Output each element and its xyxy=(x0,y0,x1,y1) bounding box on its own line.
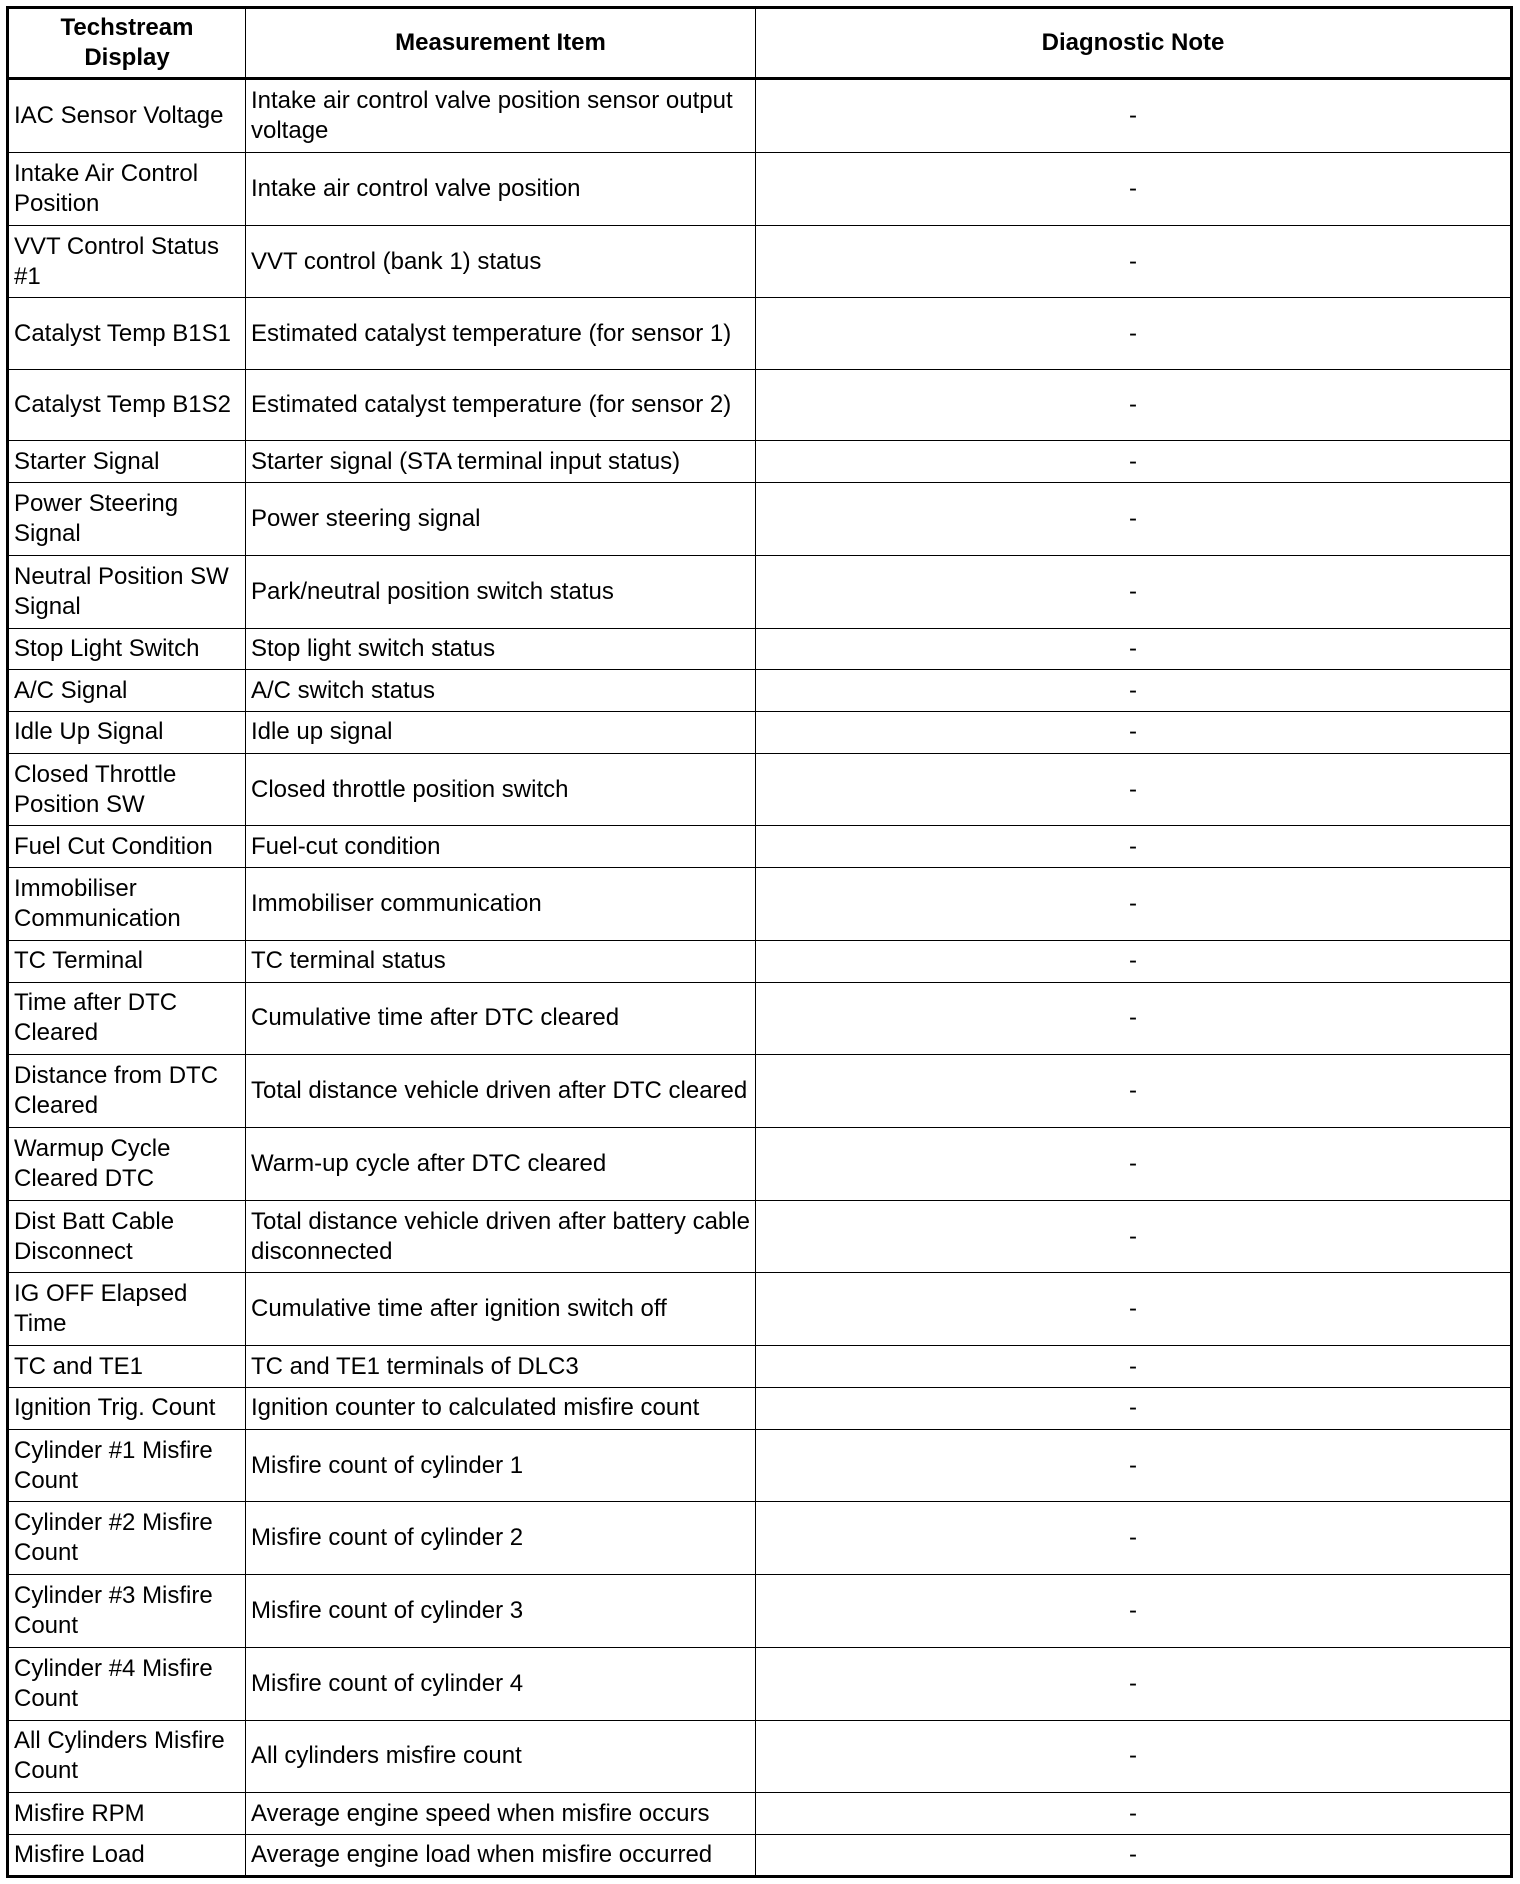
cell-techstream-display: All Cylinders Misfire Count xyxy=(8,1720,246,1793)
cell-techstream-display: Immobiliser Communication xyxy=(8,868,246,941)
cell-measurement-item: Ignition counter to calculated misfire count xyxy=(246,1387,756,1429)
cell-diagnostic-note: - xyxy=(756,555,1512,628)
cell-diagnostic-note: - xyxy=(756,1387,1512,1429)
header-diagnostic-note: Diagnostic Note xyxy=(756,8,1512,79)
table-row xyxy=(8,712,1512,754)
cell-measurement-item: Park/neutral position switch status xyxy=(246,555,756,628)
cell-diagnostic-note: - xyxy=(756,441,1512,483)
table-row xyxy=(8,441,1512,483)
cell-measurement-item: Total distance vehicle driven after DTC cleared xyxy=(246,1055,756,1128)
table-row xyxy=(8,1387,1512,1429)
cell-techstream-display: Misfire RPM xyxy=(8,1793,246,1835)
cell-diagnostic-note: - xyxy=(756,79,1512,153)
cell-measurement-item: A/C switch status xyxy=(246,670,756,712)
cell-measurement-item: TC and TE1 terminals of DLC3 xyxy=(246,1346,756,1388)
cell-techstream-display: Idle Up Signal xyxy=(8,712,246,754)
cell-techstream-display: Warmup Cycle Cleared DTC xyxy=(8,1128,246,1201)
cell-diagnostic-note: - xyxy=(756,1055,1512,1128)
cell-techstream-display: Catalyst Temp B1S1 xyxy=(8,298,246,370)
cell-techstream-display: VVT Control Status #1 xyxy=(8,225,246,298)
cell-diagnostic-note: - xyxy=(756,1647,1512,1720)
cell-measurement-item: Misfire count of cylinder 2 xyxy=(246,1502,756,1575)
table-row xyxy=(8,982,1512,1055)
table-row xyxy=(8,826,1512,868)
cell-diagnostic-note: - xyxy=(756,940,1512,982)
cell-techstream-display: Stop Light Switch xyxy=(8,628,246,670)
cell-measurement-item: VVT control (bank 1) status xyxy=(246,225,756,298)
table-row xyxy=(8,753,1512,826)
cell-measurement-item: Cumulative time after DTC cleared xyxy=(246,982,756,1055)
cell-techstream-display: Distance from DTC Cleared xyxy=(8,1055,246,1128)
table-row xyxy=(8,1647,1512,1720)
cell-diagnostic-note: - xyxy=(756,483,1512,556)
header-measurement-item: Measurement Item xyxy=(246,8,756,79)
cell-techstream-display: TC and TE1 xyxy=(8,1346,246,1388)
table-row xyxy=(8,79,1512,153)
cell-diagnostic-note: - xyxy=(756,712,1512,754)
cell-measurement-item: Starter signal (STA terminal input status) xyxy=(246,441,756,483)
cell-techstream-display: Power Steering Signal xyxy=(8,483,246,556)
cell-techstream-display: Misfire Load xyxy=(8,1834,246,1876)
cell-diagnostic-note: - xyxy=(756,826,1512,868)
cell-measurement-item: Idle up signal xyxy=(246,712,756,754)
cell-measurement-item: Total distance vehicle driven after battery cable disconnected xyxy=(246,1200,756,1273)
table-row xyxy=(8,1200,1512,1273)
cell-measurement-item: Power steering signal xyxy=(246,483,756,556)
table-row xyxy=(8,1055,1512,1128)
cell-measurement-item: Fuel-cut condition xyxy=(246,826,756,868)
table-row xyxy=(8,1575,1512,1648)
cell-measurement-item: Warm-up cycle after DTC cleared xyxy=(246,1128,756,1201)
table-row xyxy=(8,1346,1512,1388)
table-row xyxy=(8,483,1512,556)
cell-techstream-display: Time after DTC Cleared xyxy=(8,982,246,1055)
table-row xyxy=(8,1793,1512,1835)
table-row xyxy=(8,1429,1512,1502)
table-row xyxy=(8,868,1512,941)
cell-diagnostic-note: - xyxy=(756,753,1512,826)
cell-techstream-display: Closed Throttle Position SW xyxy=(8,753,246,826)
cell-diagnostic-note: - xyxy=(756,670,1512,712)
cell-measurement-item: Misfire count of cylinder 4 xyxy=(246,1647,756,1720)
cell-measurement-item: Stop light switch status xyxy=(246,628,756,670)
cell-diagnostic-note: - xyxy=(756,868,1512,941)
cell-measurement-item: Cumulative time after ignition switch off xyxy=(246,1273,756,1346)
cell-diagnostic-note: - xyxy=(756,1502,1512,1575)
cell-diagnostic-note: - xyxy=(756,982,1512,1055)
cell-diagnostic-note: - xyxy=(756,225,1512,298)
cell-techstream-display: Cylinder #1 Misfire Count xyxy=(8,1429,246,1502)
cell-diagnostic-note: - xyxy=(756,1575,1512,1648)
table-row xyxy=(8,152,1512,225)
cell-diagnostic-note: - xyxy=(756,1200,1512,1273)
table-row xyxy=(8,628,1512,670)
cell-diagnostic-note: - xyxy=(756,1720,1512,1793)
cell-measurement-item: TC terminal status xyxy=(246,940,756,982)
cell-techstream-display: IG OFF Elapsed Time xyxy=(8,1273,246,1346)
cell-measurement-item: Misfire count of cylinder 1 xyxy=(246,1429,756,1502)
table-row xyxy=(8,1720,1512,1793)
table-row xyxy=(8,1273,1512,1346)
cell-measurement-item: Intake air control valve position xyxy=(246,152,756,225)
table-row xyxy=(8,225,1512,298)
cell-measurement-item: Intake air control valve position sensor output voltage xyxy=(246,79,756,153)
cell-diagnostic-note: - xyxy=(756,298,1512,370)
cell-measurement-item: Average engine speed when misfire occurs xyxy=(246,1793,756,1835)
cell-diagnostic-note: - xyxy=(756,1793,1512,1835)
cell-techstream-display: TC Terminal xyxy=(8,940,246,982)
cell-measurement-item: Misfire count of cylinder 3 xyxy=(246,1575,756,1648)
cell-techstream-display: Catalyst Temp B1S2 xyxy=(8,369,246,441)
cell-techstream-display: A/C Signal xyxy=(8,670,246,712)
header-row xyxy=(8,8,1512,79)
table-row xyxy=(8,940,1512,982)
cell-diagnostic-note: - xyxy=(756,1429,1512,1502)
cell-measurement-item: Immobiliser communication xyxy=(246,868,756,941)
cell-techstream-display: Cylinder #2 Misfire Count xyxy=(8,1502,246,1575)
table-row xyxy=(8,1502,1512,1575)
cell-diagnostic-note: - xyxy=(756,628,1512,670)
cell-techstream-display: Dist Batt Cable Disconnect xyxy=(8,1200,246,1273)
cell-measurement-item: Estimated catalyst temperature (for sensor 1) xyxy=(246,298,756,370)
table-row xyxy=(8,1128,1512,1201)
cell-measurement-item: Closed throttle position switch xyxy=(246,753,756,826)
cell-measurement-item: Average engine load when misfire occurred xyxy=(246,1834,756,1876)
table-row xyxy=(8,555,1512,628)
cell-diagnostic-note: - xyxy=(756,369,1512,441)
cell-techstream-display: IAC Sensor Voltage xyxy=(8,79,246,153)
cell-diagnostic-note: - xyxy=(756,1834,1512,1876)
cell-techstream-display: Starter Signal xyxy=(8,441,246,483)
table-row xyxy=(8,670,1512,712)
cell-techstream-display: Fuel Cut Condition xyxy=(8,826,246,868)
cell-diagnostic-note: - xyxy=(756,1128,1512,1201)
cell-techstream-display: Ignition Trig. Count xyxy=(8,1387,246,1429)
cell-techstream-display: Neutral Position SW Signal xyxy=(8,555,246,628)
table-row xyxy=(8,369,1512,441)
cell-measurement-item: Estimated catalyst temperature (for sensor 2) xyxy=(246,369,756,441)
table-row xyxy=(8,1834,1512,1876)
cell-diagnostic-note: - xyxy=(756,152,1512,225)
cell-techstream-display: Cylinder #4 Misfire Count xyxy=(8,1647,246,1720)
data-list-table xyxy=(6,6,1513,1878)
table-row xyxy=(8,298,1512,370)
cell-diagnostic-note: - xyxy=(756,1273,1512,1346)
cell-techstream-display: Cylinder #3 Misfire Count xyxy=(8,1575,246,1648)
header-techstream-display: Techstream Display xyxy=(8,8,246,79)
cell-diagnostic-note: - xyxy=(756,1346,1512,1388)
cell-measurement-item: All cylinders misfire count xyxy=(246,1720,756,1793)
cell-techstream-display: Intake Air Control Position xyxy=(8,152,246,225)
